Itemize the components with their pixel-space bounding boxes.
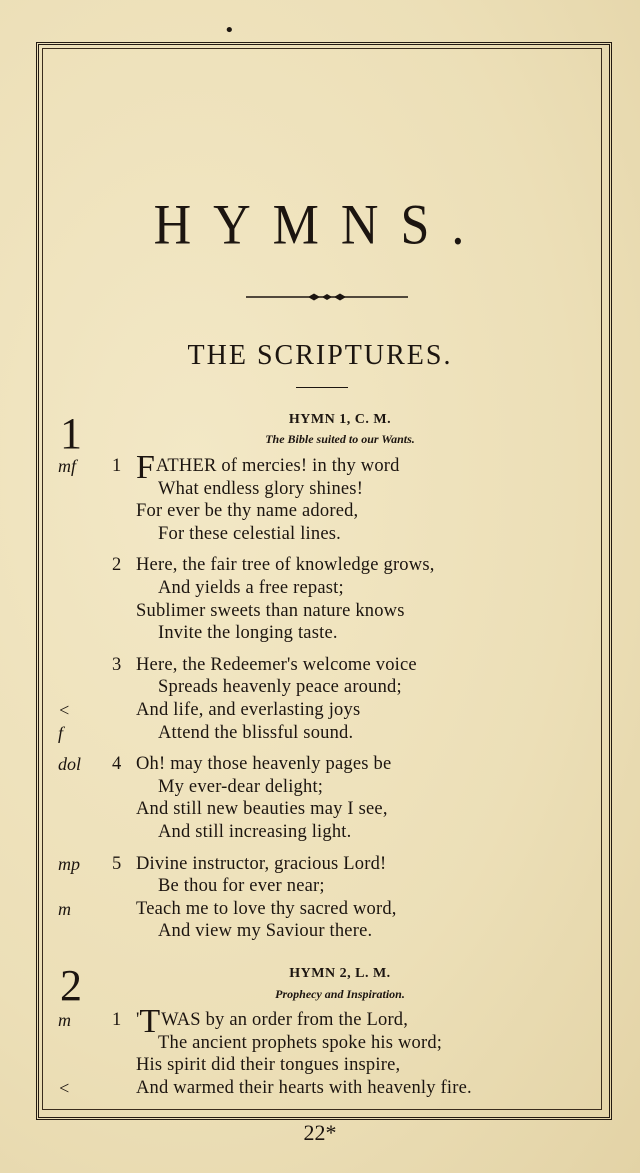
dynamic-mark: m: [58, 1010, 71, 1030]
line-text: Here, the Redeemer's welcome voice: [136, 654, 417, 675]
line-text: And still new beauties may I see,: [136, 799, 388, 820]
hymn-line: [136, 799, 388, 820]
hymn-line: [136, 899, 397, 920]
verse-number: 1: [112, 456, 122, 476]
hymn-line: [158, 623, 338, 644]
hymn-line: [136, 854, 386, 875]
hymn-line: [158, 677, 402, 698]
line-text: For these celestial lines.: [158, 523, 341, 544]
line-text: And still increasing light.: [158, 822, 352, 842]
dynamic-mark: <: [58, 1077, 71, 1098]
hymn-line: [136, 1078, 472, 1099]
top-mark: •: [224, 20, 235, 41]
verse-number: 3: [112, 654, 122, 675]
verse-number: 1: [112, 1010, 122, 1030]
line-text: Oh! may those heavenly pages be: [136, 754, 392, 775]
drop-cap: F: [136, 449, 155, 486]
drop-cap: T: [139, 1003, 161, 1040]
verse-number: 5: [112, 853, 122, 874]
hymn-line: [136, 601, 405, 622]
line-text: His spirit did their tongues inspire,: [136, 1055, 401, 1076]
section-title: THE SCRIPTURES.: [187, 340, 453, 371]
hymn-line: [158, 723, 353, 744]
line-text: Invite the longing taste.: [158, 623, 338, 644]
line-text: Spreads heavenly peace around;: [158, 677, 402, 698]
line-text: ATHER of mercies! in thy word: [155, 456, 400, 476]
hymn-line: [136, 655, 417, 676]
line-text: And life, and everlasting joys: [136, 700, 361, 720]
dynamic-mark: f: [58, 722, 64, 743]
hymn-line: [136, 555, 435, 576]
line-text: Here, the fair tree of knowledge grows,: [136, 555, 435, 576]
hymn-line: [136, 754, 391, 775]
line-text: And warmed their hearts with heavenly fire.: [136, 1077, 472, 1098]
line-text: The ancient prophets spoke his word;: [158, 1032, 443, 1053]
dynamic-mark: mf: [58, 456, 76, 476]
line-text: What endless glory shines!: [158, 478, 364, 499]
hymn-line: [158, 777, 323, 798]
line-text: My ever-dear delight;: [158, 776, 324, 797]
hymn-line: [158, 1033, 442, 1054]
dynamic-mark: <: [58, 700, 71, 720]
hymn-line: [158, 921, 372, 942]
hymn-subtitle: The Bible suited to our Wants.: [265, 432, 415, 446]
line-text: And yields a free repast;: [158, 578, 344, 598]
verse-number: 2: [112, 555, 122, 576]
hymn-number: 2: [60, 961, 82, 1010]
ornamental-rule: [246, 292, 408, 302]
line-text: And view my Saviour there.: [158, 921, 373, 942]
hymn-line: [158, 524, 341, 545]
hymn-line: [136, 449, 400, 486]
line-text: Attend the blissful sound.: [158, 722, 354, 743]
line-text: Teach me to love thy sacred word,: [136, 898, 397, 919]
dynamic-mark: m: [58, 898, 71, 919]
hymn-line: [136, 1003, 409, 1040]
hymn-heading: HYMN 2, L. M.: [289, 966, 391, 981]
hymn-subtitle: Prophecy and Inspiration.: [275, 987, 405, 1001]
dynamic-mark: mp: [58, 853, 80, 874]
verse-number: 4: [112, 754, 122, 775]
line-text: WAS by an order from the Lord,: [161, 1010, 409, 1030]
hymn-line: [158, 578, 344, 599]
hymn-line: [136, 700, 360, 721]
dynamic-mark: dol: [58, 754, 82, 775]
hymn-line: [136, 501, 358, 522]
line-text: For ever be thy name adored,: [136, 501, 359, 522]
line-text: Be thou for ever near;: [158, 876, 325, 897]
line-text: Sublimer sweets than nature knows: [136, 600, 405, 621]
section-rule: [296, 387, 348, 388]
hymn-line: [158, 479, 363, 500]
apostrophe: ': [136, 1010, 140, 1030]
page-number: 22*: [303, 1120, 337, 1145]
line-text: Divine instructor, gracious Lord!: [136, 853, 387, 874]
hymn-line: [158, 876, 325, 897]
hymn-line: [158, 822, 351, 843]
hymn-heading: HYMN 1, C. M.: [288, 412, 392, 427]
hymn-number: 1: [60, 409, 82, 458]
page-title: HYMNS.: [153, 194, 487, 257]
hymn-line: [136, 1055, 400, 1076]
